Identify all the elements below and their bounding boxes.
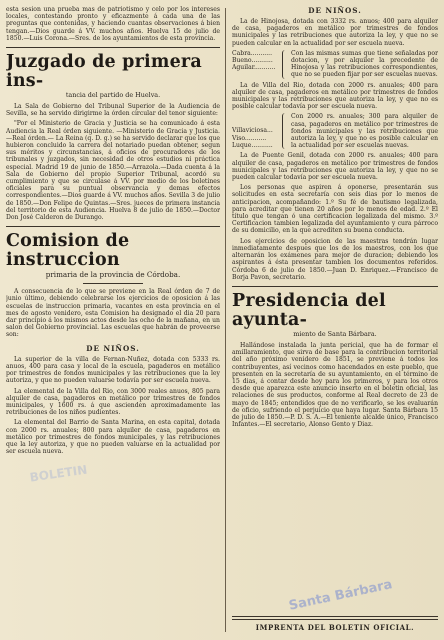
column-divider (225, 8, 226, 632)
block-text: Con las mismas sumas que tiene señaladas por dotacion, y por alquiler la precedente de Hinojosa y las retribuciones correspondientes, que no se pueden fijar por ser escuelas nuevas. (291, 49, 438, 79)
villaviciosa-viso-luque-block (232, 113, 438, 149)
villa-del-rio-paragraph: La de Villa del Rio, dotada con 2000 rs. anuales; 400 para alquiler de casa, pagaderos en metálico por trimestres de fondos municipales y las retribuciones que autoriza la ley, y que no es posible calcular todavía por ser escuela nueva. (232, 81, 438, 111)
juzgado-paragraph-1: La Sala de Gobierno del Tribunal Superior de la Audiencia de Sevilla, se ha servido dirigirme la órden circular del tenor siguiente: (6, 103, 220, 118)
footer-text: IMPRENTA DEL BOLETIN OFICIAL. (255, 623, 415, 632)
juzgado-paragraph-2: "Por el Ministerio de Gracia y Justicia se ha comunicado á esta Audiencia la Real órden siguiente. —Ministerio de Gracia y Justicia.—Real órden.— La Reina (q. D. g.) se ha servido declarar que los que hubieron concluido la carrera del notariado puedan obtener, segun sus méritos y circunstancias, á oficios de procuradores de los tribunales y juzgados, sin necesidad de otros estudios ni práctica especial. Madrid 19 de junio de 1850.—Arrazola.—Dada cuenta á la Sala de Gobierno del propio Superior Tribunal, acordó su cumplimiento y que se circulase á VV. por medio de los boletines oficiales para su puntual observancia y demas efectos correspondientes.—Dios guarde á VV. muchos años. Sevilla 3 de julio de 1850.—Don Felipe de Quintas.—Sres. jueces de primera instancia del territorio de esta Audiencia. Huelva 8 de julio de 1850.—Doctor Don José Calderon de Durango. (6, 120, 220, 222)
town-list-2 (232, 113, 282, 149)
town-name: Luque........... (232, 141, 273, 149)
footer-rule (232, 616, 438, 620)
presidencia-paragraph: Hallándose instalada la junta pericial, que ha de formar el amillaramiento, que sirva de base para la contribucion territorial del año próximo venidero de 1851, se previene á todos los contribuyentes, así vecinos como hacendados en este pueblo, que presenten en la secretaría de su ayuntamiento, en el término de 15 dias, á contar desde hoy para los primeros, y para los otros desde que aparezca este anuncio inserto en el boletin oficial, las relaciones de sus productos, conforme al Real decreto de 23 de mayo de 1845; entendidos que de no verificarlo, se les evaluarán de oficio, sufriendo el perjuicio que haya lugar. Santa Bárbara 15 de julio de 1850.—P. D. S. A.—El teniente alcalde único, Francisco Infantes.—El secretario, Alonso Gento y Diaz. (232, 341, 438, 429)
requirements-paragraph: Los personas que aspiren á oponerse, presentarán sus solicitudes en esta secretaría con seis dias por lo menos de anticipacion, acompañando: 1.º Su fé de bautismo legalizada, para acreditar que tienen 20 años por lo menos de edad. 2.º El título que tengan ó una certificacion legalizada del mismo. 3.º Certificacion tambien legalizada del ayuntamiento y cura párroco de su domicilio, en la que acrediten su buena conducta. (232, 184, 438, 235)
town-list-1 (232, 50, 282, 79)
town-name: Viso........... (232, 134, 267, 142)
town-name: Cabra........... (232, 49, 273, 57)
brace (282, 113, 288, 149)
hinojosa-paragraph: La de Hinojosa, dotada con 3332 rs. anuos; 400 para alquiler de casa, pagaderos en metálico por trimestres de fondos municipales y las retribuciones que autoriza la ley, y que no se pueden calcular en la actualidad por ser escuela nueva. (232, 18, 438, 47)
town-name: Aguilar........... (232, 64, 276, 72)
town-name: Villaviciosa... (232, 127, 273, 135)
ninos-paragraph-3: La elemental del Barrio de Santa Marina, en esta capital, dotada con 2000 rs. anuales; 800 para alquiler de casa, pagaderos en metálico por trimestres de fondos municipales, y las retribuciones que la ley autoriza, y que no pueden valuarse en la actualidad por ser escuela nueva. (6, 419, 220, 456)
cabra-bueno-aguilar-block (232, 50, 438, 79)
ninos-paragraph-1: La superior de la villa de Fernan-Nuñez, dotada con 5333 rs. anuos, 400 para casa y local de la escuela, pagaderos en metálico por trimestres de fondos municipales y las retribuciones que la ley autoriza, y que no pueden valuarse todavía por ser escuela nueva. (6, 355, 220, 385)
stamp-text: BOLETIN (28, 462, 89, 485)
section-divider (6, 47, 220, 48)
section-divider (6, 226, 220, 227)
comision-paragraph-1: A consecuencia de lo que se previene en la Real órden de 7 de junio último, debiendo celebrarse los ejercicios de oposicion á las escuelas de instruccion primaria, vacantes en esta provincia en el mes de agosto venidero, esta Comision ha designado el dia 20 para dar principio á los mismos actos desde las ocho de la mañana, en un salon del Gobierno provincial. Las escuelas que habrán de proveerse son: (6, 288, 220, 339)
ninos-paragraph-2: La elemental de la Villa del Rio, con 3000 reales anuos, 805 para alquiler de casa, pagaderos en metálico por trimestres de fondos municipales, y 1600 rs. á que ascienden aproximadamente las retribuciones de los niños pudientes. (6, 387, 220, 417)
puente-genil-paragraph: La de Puente Genil, dotada con 2000 rs. anuales; 400 para alquiler de casa, pagaderos en metálico por trimestres de fondos municipales y las retribuciones que autoriza la ley, y que no se pueden calcular todavía por ser escuela nueva. (232, 152, 438, 182)
juzgado-subheading: tancia del partido de Huelva. (65, 91, 161, 100)
printer-footer (232, 616, 438, 632)
ninos-heading: DE NIÑOS. (86, 343, 140, 353)
brace (282, 50, 288, 79)
left-column (6, 6, 220, 634)
intro-paragraph: esta sesion una prueba mas de patriotismo y celo por los intereses locales, contestando pronto y eficazmente á cada una de las preguntas que contenidas, y haciendo cuantas observaciones á bien tengan.—Dios guarde á VV. muchos años. Huelva 15 de julio de 1850.—Luis Corona.—Sres. de los ayuntamientos de esta provincia. (6, 6, 220, 42)
comision-heading: Comision de instruccion (6, 231, 130, 271)
presidencia-subheading: miento de Santa Bárbara. (293, 329, 377, 338)
ejercicios-paragraph: Los ejercicios de oposicion de las maestras tendrán lugar inmediatamente despues que los de los maestros, con los que alternarán los exámenes para mejor de duracion; debiendo los aspirantes á ésta presentar tambien los documentos referidos. Córdoba 6 de julio de 1850.—Juan D. Enriquez.—Francisco de Borja Pavon, secretario. (232, 237, 438, 281)
right-column (232, 6, 438, 634)
block-text: Con 2000 rs. anuales; 300 para alquiler de casa, pagaderos en metálico por trimestres de fondos municipales y las retribuciones que autoriza la ley, y que no es posible calcular en la actualidad por ser escuelas nuevas. (291, 113, 438, 150)
juzgado-heading: Juzgado de primera ins- (6, 52, 202, 92)
presidencia-heading: Presidencia del ayunta- (232, 290, 386, 330)
stamp-text: Santa Bárbara (287, 577, 394, 614)
comision-subheading: primaria de la provincia de Córdoba. (45, 270, 181, 280)
town-name: Bueno........... (232, 57, 273, 65)
running-heading: DE NIÑOS. (308, 6, 362, 15)
short-rule (83, 283, 143, 284)
section-divider (232, 286, 438, 287)
